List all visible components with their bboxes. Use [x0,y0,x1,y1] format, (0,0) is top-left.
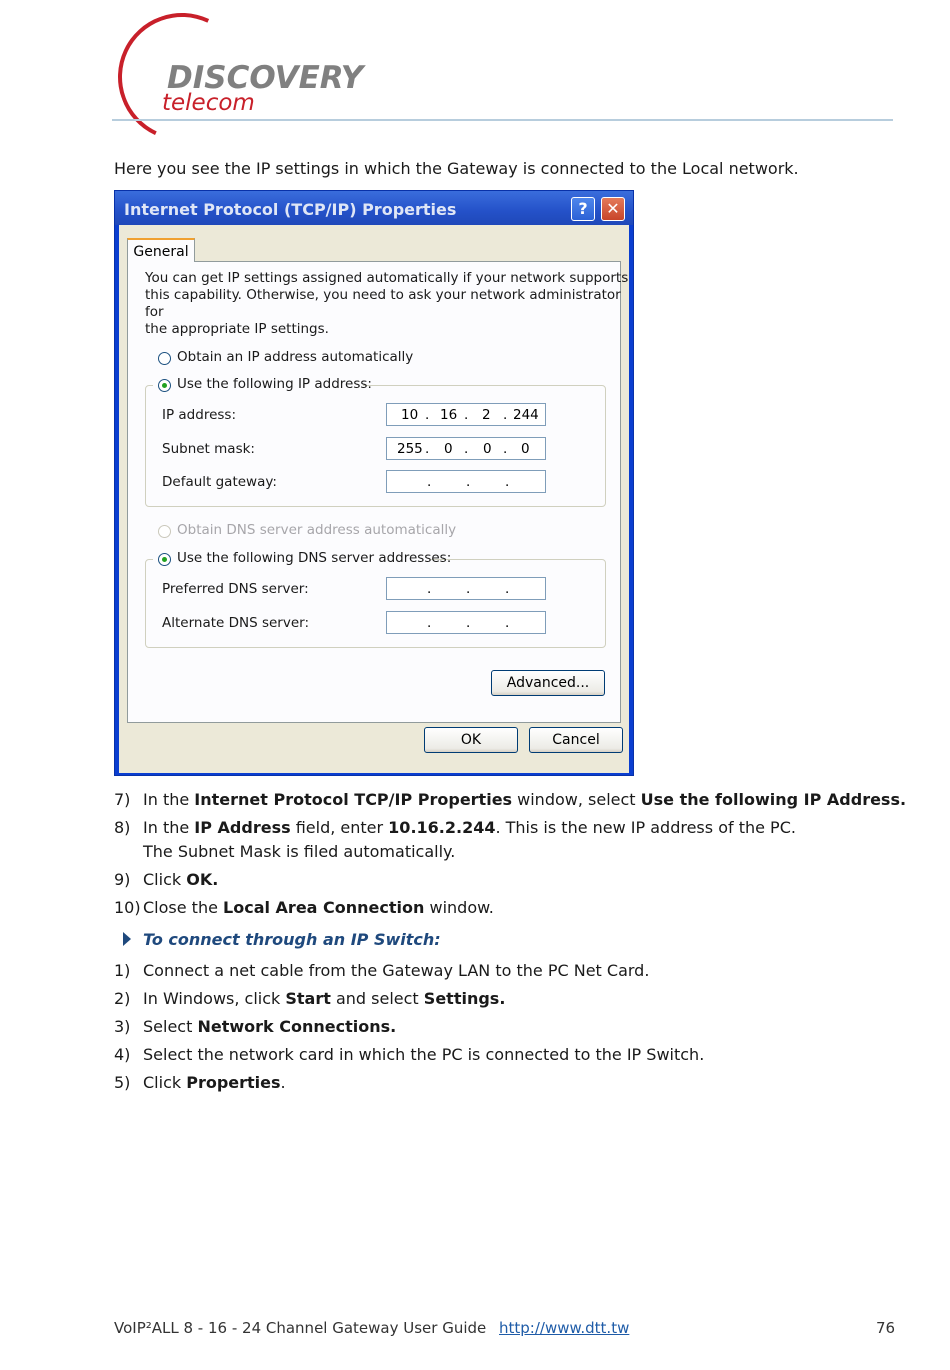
dns-groupbox [145,559,606,648]
help-button[interactable]: ? [571,197,595,221]
header-divider [112,119,893,121]
footer-title: VoIP²ALL 8 - 16 - 24 Channel Gateway User Guide [114,1319,487,1337]
dialog-description: You can get IP settings assigned automatically if your network supports this capability. Otherwise, you need to ask your network administrator for the appropriate IP settings. [145,270,629,337]
preferred-dns-field[interactable]: . . . [386,577,546,600]
step-text-continued: The Subnet Mask is filed automatically. [143,842,456,861]
default-gateway-field[interactable]: . . . [386,470,546,493]
default-gateway-label: Default gateway: [162,474,277,490]
logo-wordmark-discovery: DISCOVERY [167,60,364,96]
radio-manual-ip-label: Use the following IP address: [177,376,372,392]
step-text: In the Internet Protocol TCP/IP Properties window, select Use the following IP Address. [143,790,907,809]
step-text: Select the network card in which the PC is connected to the IP Switch. [143,1045,705,1064]
radio-manual-ip[interactable] [158,379,171,392]
page-number: 76 [876,1319,896,1337]
radio-auto-ip[interactable] [158,352,171,365]
radio-manual-dns[interactable] [158,553,171,566]
step-number: 2) [114,989,131,1008]
close-button[interactable]: ✕ [601,197,625,221]
step-number: 1) [114,961,131,980]
logo-wordmark-telecom: telecom [162,90,255,116]
step-number: 7) [114,790,131,809]
step-text: Close the Local Area Connection window. [143,898,494,917]
radio-auto-ip-label: Obtain an IP address automatically [177,349,414,365]
step-number: 5) [114,1073,131,1092]
company-logo [112,10,372,120]
step-number: 8) [114,818,131,837]
tcpip-properties-dialog [114,190,634,776]
step-text: Connect a net cable from the Gateway LAN to the PC Net Card. [143,961,650,980]
ok-button[interactable]: OK [424,727,518,753]
step-text: Click OK. [143,870,219,889]
dialog-titlebar [115,191,633,225]
radio-auto-dns[interactable] [158,525,171,538]
advanced-button[interactable]: Advanced... [491,670,605,696]
ip-address-label: IP address: [162,407,236,423]
step-number: 3) [114,1017,131,1036]
subnet-mask-field[interactable]: 255 . 0 . 0 . 0 [386,437,546,460]
step-number: 9) [114,870,131,889]
step-number: 10) [114,898,141,917]
ip-address-field[interactable]: 10 . 16 . 2 . 244 [386,403,546,426]
triangle-right-icon [123,932,131,946]
alternate-dns-field[interactable]: . . . [386,611,546,634]
preferred-dns-label: Preferred DNS server: [162,581,309,597]
alternate-dns-label: Alternate DNS server: [162,615,310,631]
step-text: Click Properties. [143,1073,286,1092]
step-text: Select Network Connections. [143,1017,397,1036]
step-text: In the IP Address field, enter 10.16.2.244. This is the new IP address of the PC. [143,818,796,837]
tab-general[interactable]: General [127,238,195,262]
step-text: In Windows, click Start and select Settings. [143,989,506,1008]
section-heading: To connect through an IP Switch: [143,930,441,949]
dialog-body [119,225,629,773]
step-number: 4) [114,1045,131,1064]
subnet-mask-label: Subnet mask: [162,441,255,457]
radio-auto-dns-label: Obtain DNS server address automatically [177,522,457,538]
cancel-button[interactable]: Cancel [529,727,623,753]
footer-link[interactable]: http://www.dtt.tw [499,1319,630,1337]
radio-manual-dns-label: Use the following DNS server addresses: [177,550,452,566]
intro-paragraph: Here you see the IP settings in which the Gateway is connected to the Local network. [114,159,799,178]
dialog-title: Internet Protocol (TCP/IP) Properties [124,200,457,219]
